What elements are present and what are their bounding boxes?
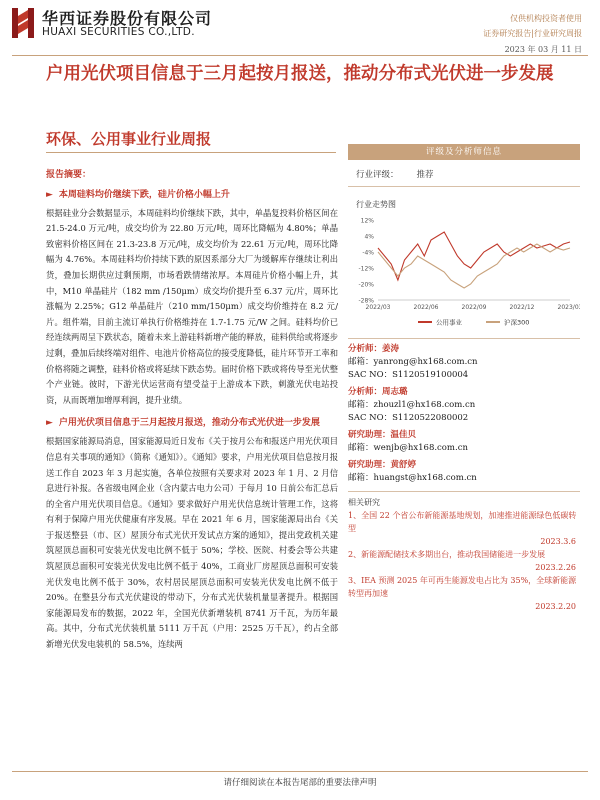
y-tick-label: 4% bbox=[364, 233, 374, 241]
chart-divider bbox=[348, 338, 580, 339]
section-heading-2: ► 户用光伏项目信息于三月起按月报送，推动分布式光伏进一步发展 bbox=[46, 418, 320, 429]
related-item[interactable]: 3、IEA 预测 2025 年可再生能源发电占比为 35%，全球新能源转型再加速 2023.2.20 bbox=[348, 576, 577, 611]
report-type: 证券研究报告|行业研究周报 bbox=[483, 29, 582, 38]
analyst-3: 研究助理：温佳贝 邮箱：wenjb@hx168.com.cn bbox=[348, 430, 468, 453]
y-tick-label: -12% bbox=[358, 265, 374, 273]
analyst-list bbox=[348, 343, 580, 485]
industry-trend-chart bbox=[348, 214, 580, 332]
report-title: 户用光伏项目信息于三月起按月报送，推动分布式光伏进一步发展 bbox=[46, 64, 554, 84]
section-heading-1: ► 本周硅料均价继续下跌，硅片价格小幅上升 bbox=[46, 189, 230, 200]
legal-notice[interactable]: 请仔细阅读在本报告尾部的重要法律声明 bbox=[223, 778, 377, 788]
bullet-arrow-icon: ► bbox=[46, 418, 53, 429]
header-divider bbox=[12, 55, 588, 56]
legend-label: 沪深300 bbox=[504, 318, 530, 327]
related-item[interactable]: 1、全国 22 个省公布新能源基地规划，加速推进能源绿色低碳转型 2023.3.6 bbox=[348, 511, 577, 546]
subtitle-divider bbox=[46, 152, 336, 153]
audience-note: 仅供机构投资者使用 bbox=[510, 14, 582, 23]
summary-column bbox=[46, 168, 338, 653]
series-line-2 bbox=[378, 244, 570, 288]
company-name-en: HUAXI SECURITIES CO.,LTD. bbox=[42, 26, 195, 38]
company-name-cn: 华西证券股份有限公司 bbox=[42, 9, 213, 28]
x-tick-label: 2022/12 bbox=[509, 304, 535, 311]
y-tick-label: -4% bbox=[362, 249, 374, 257]
analyst-4: 研究助理：黄舒婷 邮箱：huangst@hx168.com.cn bbox=[348, 460, 477, 483]
series-line-1 bbox=[378, 232, 570, 280]
rating-divider bbox=[348, 186, 580, 187]
rating-label: 行业评级： bbox=[356, 170, 399, 180]
huaxi-logo-icon bbox=[10, 6, 36, 40]
y-tick-label: 12% bbox=[360, 217, 374, 225]
x-tick-label: 2022/09 bbox=[461, 304, 487, 311]
report-date: 2023 年 03 月 11 日 bbox=[504, 45, 582, 54]
report-subtitle: 环保、公用事业行业周报 bbox=[46, 130, 212, 148]
y-tick-label: -20% bbox=[358, 281, 374, 289]
y-tick-label: -28% bbox=[358, 297, 374, 305]
section-paragraph-1: 根据硅业分会数据显示，本周硅料均价继续下跌，其中，单晶复投料价格区间在 21.5-24.0 万元/吨，成交均价为 22.80 万元/吨，周环比降幅为 4.80%；单晶致密料价格区间在 21.3-23.8 万元/吨，成交均价为 22.61 万元/吨，周环比降幅为 4.76%。本周硅料均价持续下跌的原因系部分大厂为缓解库存继续让利出货，叠加长期供应过剩预期，市场看跌情绪浓厚。本周硅片价格小幅上升，其中，M10 单晶硅片（182 mm /150μm）成交均价提升至 6.37 元/片，周环比涨幅为 2.25%；G12 单晶硅片（210 mm/150μm）成交均价维持在 8.2 元/片。组件端，目前主流订单执行价格维持在 1.7-1.75 元/W 之间。硅料均价已经连续两周呈下跌状态，随着未来上游硅料新增产能的释放，硅料供给或将逐步过剩，叠加后续终端对组件、电池片价格高位的接受度降低，硅片环节开工率和价格将随之调整，硅料价格或将延续下跌态势。届时价格下跌或将传导至光伏整个产业链。彼时，下游光伏运营商有望受益于上游成本下跌，刺激光伏电站投资，从而既增加增厚利润，提升业绩。 bbox=[46, 207, 338, 405]
related-item[interactable]: 2、新能源配储技术多期出台，推动我国储能进一步发展 2023.2.26 bbox=[348, 550, 576, 572]
legend-label: 公用事业 bbox=[436, 318, 462, 327]
industry-rating bbox=[348, 168, 580, 180]
analyst-divider bbox=[348, 491, 580, 492]
x-tick-label: 2022/03 bbox=[365, 304, 391, 311]
analyst-2: 分析师：周志璐 邮箱：zhouzl1@hx168.com.cn SAC NO：S1120522080002 bbox=[348, 387, 476, 423]
related-research bbox=[348, 496, 580, 613]
rating-box-title: 评级及分析师信息 bbox=[348, 144, 580, 160]
footer-divider bbox=[12, 771, 588, 772]
section-paragraph-2: 根据国家能源局消息，国家能源局近日发布《关于按月公布和报送户用光伏项目信息有关事项的通知》（简称《通知》）。《通知》要求，户用光伏项目信息按月报送工作自 2023 年 3 月起实施，各单位按照有关要求对 2023 年 1 月、2 月信息进行补报。各省级电网企业（含内蒙古电力公司）于每月 10 日前公布汇总后的全省户用光伏项目信息。《通知》要求做好户用光伏信息统计管理工作，这将有利于保障户用光伏健康有序发展。早在 2021 年 6 月，国家能源局出台《关于报送整县（市、区）屋顶分布式光伏开发试点方案的通知》，提出党政机关建筑屋顶总面积可安装光伏发电比例不低于 50%；学校、医院、村委会等公共建筑屋顶总面积可安装光伏发电比例不低于 40%，工商业厂房屋顶总面积可安装光伏发电比例不低于 30%，农村居民屋顶总面积可安装光伏发电比例不低于 20%。在整县分布式光伏建设的带动下，分布式光伏装机量显著提升。根据国家能源局发布的数据，2022 年，全国光伏新增装机 8741 万千瓦，为历年最高。其中，分布式光伏装机量 5111 万千瓦（户用：2525 万千瓦），约占全部新增光伏发电装机的 58.5%，连续两 bbox=[46, 436, 338, 650]
summary-label: 报告摘要： bbox=[46, 170, 92, 180]
related-heading: 相关研究 bbox=[348, 498, 380, 507]
x-tick-label: 2022/06 bbox=[413, 304, 439, 311]
trend-chart-title: 行业走势图 bbox=[356, 200, 396, 209]
sidebar bbox=[348, 144, 580, 613]
rating-value: 推荐 bbox=[416, 170, 434, 180]
bullet-arrow-icon: ► bbox=[46, 189, 53, 200]
x-tick-label: 2023/03 bbox=[557, 304, 580, 311]
analyst-1: 分析师：姜涛 邮箱：yanrong@hx168.com.cn SAC NO：S1120519100004 bbox=[348, 344, 478, 380]
